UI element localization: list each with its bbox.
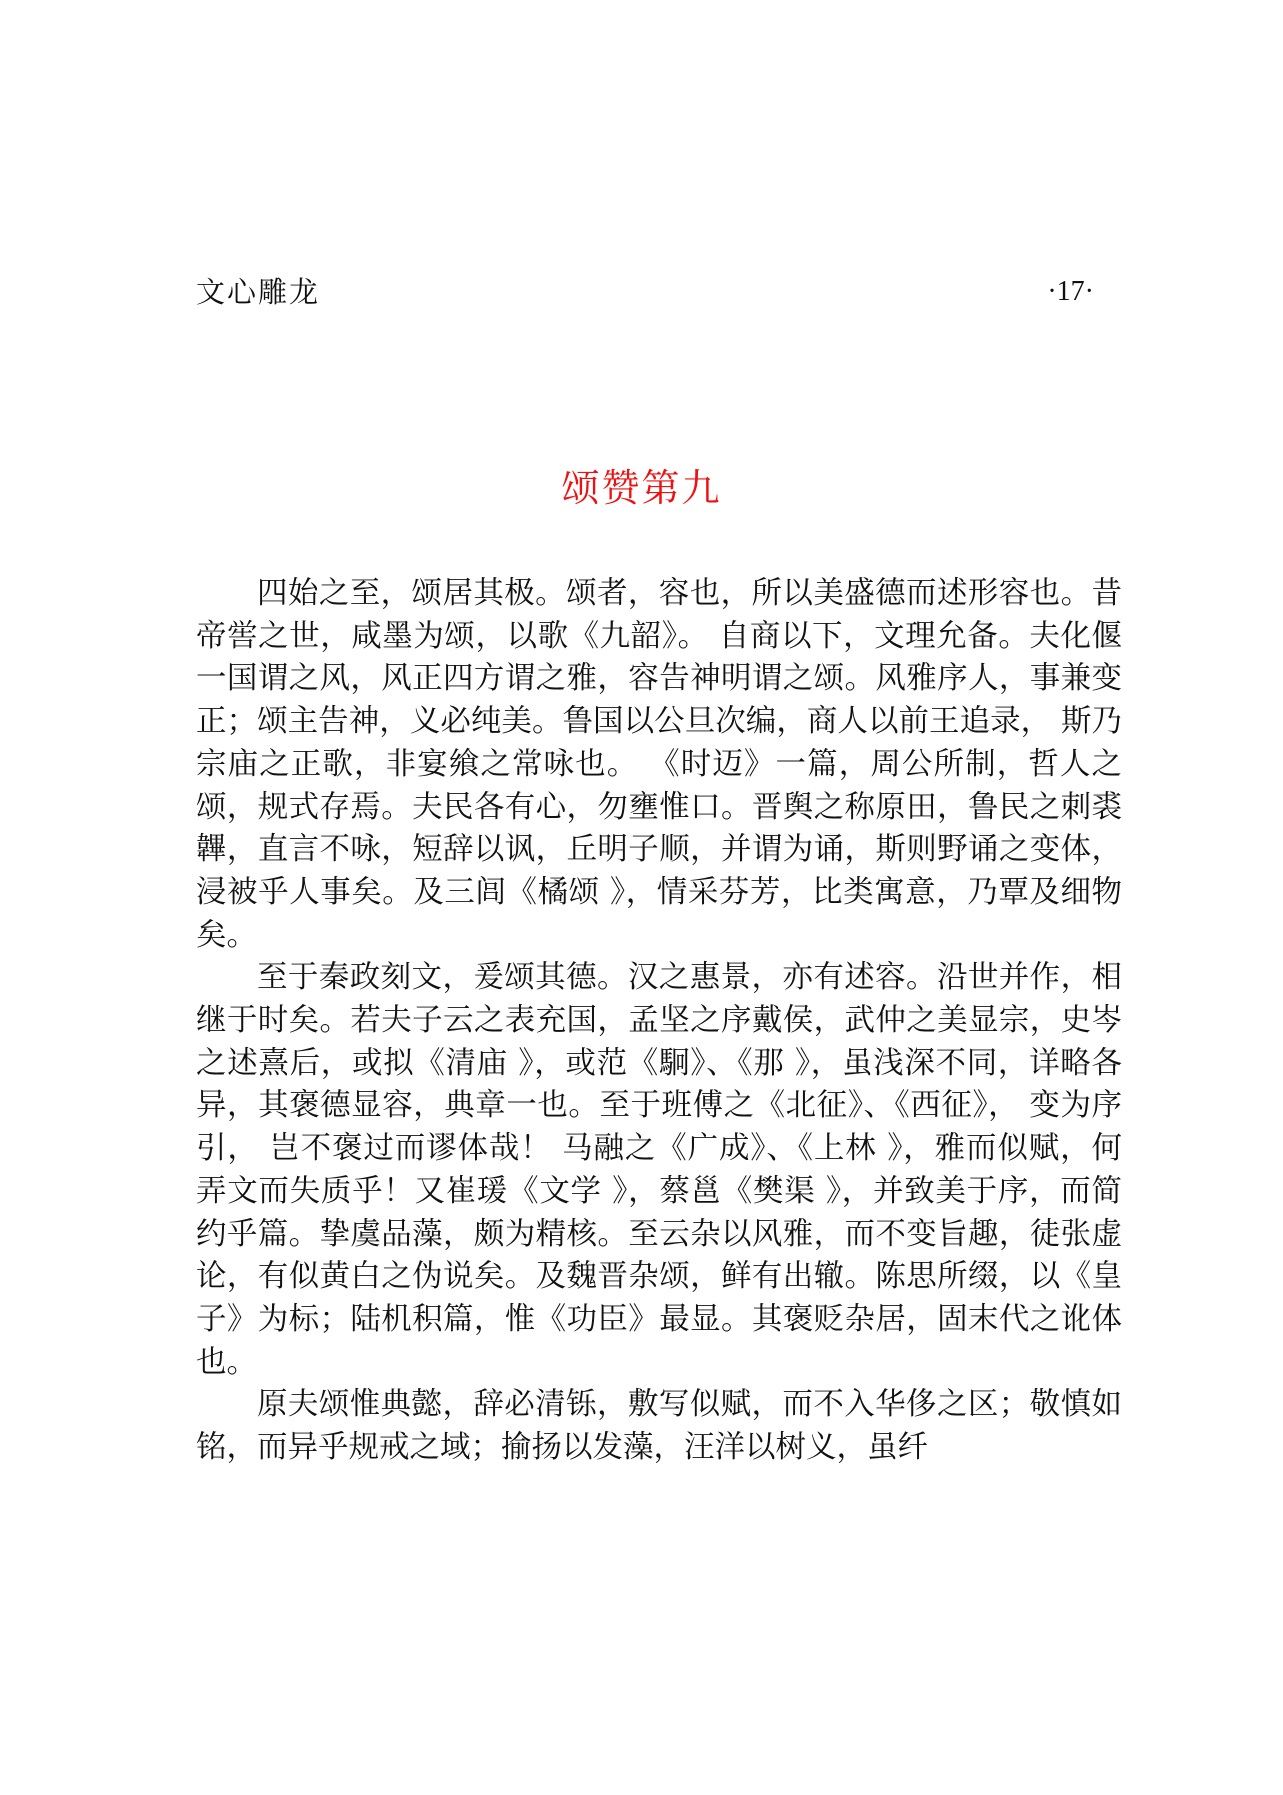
paragraph: 原夫颂惟典懿，辞必清铄，敷写似赋，而不入华侈之区；敬慎如铭，而异乎规戒之域；揄扬以发藻，汪洋以树义，虽纤 (196, 1387, 1122, 1466)
paragraph: 至于秦政刻文，爰颂其德。汉之惠景，亦有述容。沿世并作，相继于时矣。若夫子云之表充国，孟坚之序戴侯，武仲之美显宗，史岑之述熹后，或拟《清庙 》，或范《駉》、《那 》，虽浅深不同，详略各异，其褒德显容，典章一也。至于班傅之《北征》、《西征》， 变为序引， 岂不褒过而谬体哉！ 马融之《广成》、《上林 》，雅而似赋，何弄文而失质乎！又崔瑗《文学 》，蔡邕《樊渠 》，并致美于序，而简约乎篇。挚虞品藻，颇为精核。至云杂以风雅，而不变旨趣，徒张虚论，有似黄白之伪说矣。及魏晋杂颂，鲜有出辙。陈思所缀，以《皇子》为标；陆机积篇，惟《功臣》最显。其褒贬杂居，固末代之讹体也。 (196, 960, 1122, 1380)
running-header (196, 270, 1116, 314)
book-title: 文心雕龙 (196, 275, 321, 309)
page-number: ·17· (1047, 276, 1094, 307)
paragraph: 四始之至，颂居其极。颂者，容也，所以美盛德而述形容也。昔帝喾之世，咸墨为颂，以歌《九韶》。 自商以下，文理允备。夫化偃一国谓之风，风正四方谓之雅，容告神明谓之颂。风雅序人，事兼变正；颂主告神，义必纯美。鲁国以公旦次编，商人以前王追录， 斯乃宗庙之正歌，非宴飨之常咏也。 《时迈》一篇，周公所制，哲人之颂，规式存焉。夫民各有心，勿壅惟口。晋舆之称原田，鲁民之刺裘韠，直言不咏，短辞以讽，丘明子顺，并谓为诵，斯则野诵之变体，浸被乎人事矣。及三闾《橘颂 》，情采芬芳，比类寓意，乃覃及细物矣。 (196, 576, 1122, 953)
chapter-title: 颂赞第九 (561, 466, 722, 510)
body-text (196, 573, 1122, 1470)
